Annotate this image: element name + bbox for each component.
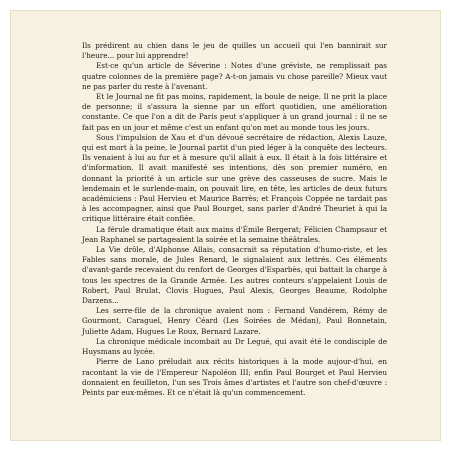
- paragraph-5: La férule dramatique était aux mains d'Émile Bergerat; Félicien Champsaur et Jean Raphanel se partageaient la soirée et la semaine théâtrales.: [82, 224, 387, 244]
- paragraph-6: La Vie drôle, d'Alphonse Allais, consacrait sa réputation d'humo-riste, et les Fables sans morale, de Jules Renard, le signalaient aux lettrés. Ces éléments d'avant-garde recevaient du renfort de Georges d'Esparbès, qui battait la charge à tous les spectres de la Grande Armée. Les autres conteurs s'appelaient Louis de Robert, Paul Brulat, Clovis Hugues, Paul Alexis, Georges Beaume, Rodolphe Darzens...: [82, 245, 387, 306]
- page-top-margin: [0, 0, 452, 10]
- paragraph-4: Sous l'impulsion de Xau et d'un dévoué secrétaire de rédaction, Alexis Lauze, qui est mort à la peine, le Journal partit d'un pied léger à la conquête des lecteurs. Ils venaient à lui au fur et à mesure qu'il allait à eux. Il était à la fois littéraire et d'information. Il avait manifesté ses intentions, dès son premier numéro, en donnant la priorité à un article sur une grève des casseuses de sucre. Mais le lendemain et le surlende-main, on pouvait lire, en tête, les articles de deux futurs académiciens : Paul Hervieu et Maurice Barrès; et François Coppée ne tardait pas à les accompagner, ainsi que Paul Bourget, sans parler d'André Theuriet à qui la critique littéraire était confiée.: [82, 132, 387, 224]
- paragraph-7: Les serre-file de la chronique avaient nom : Fernand Vandérem, Rémy de Gourmont, Caraguel, Henry Céard (Les Soirées de Médan), Paul Bonnetain, Juliette Adam, Hugues Le Roux, Bernard Lazare.: [82, 306, 387, 336]
- paragraph-8: La chronique médicale incombait au Dr Legué, qui avait été le condisciple de Huysmans au lycée.: [82, 336, 387, 357]
- book-page: [10, 10, 441, 441]
- paragraph-2: Est-ce qu'un article de Séverine : Notes d'une gréviste, ne remplissait pas quatre colonnes de la première page? A-t-on jamais vu chose pareille? Mieux vaut ne pas parler du reste à l'avenant.: [82, 61, 387, 91]
- paragraph-1: Ils prédirent au chien dans le jeu de quilles un accueil qui l'en bannirait sur l'heure... pour lui apprendre!: [82, 41, 387, 61]
- paragraph-9: Pierre de Lano préludait aux récits historiques à la mode aujour-d'hui, en racontant la vie de l'Empereur Napoléon III; enfin Paul Bourget et Paul Hervieu donnaient en feuilleton, l'un ses Trois âmes d'artistes et l'autre son chef-d'œuvre : Peints par eux-mêmes. Et ce n'était là qu'un commencement.: [82, 357, 387, 397]
- body-text: [82, 41, 387, 398]
- paragraph-3: Et le Journal ne fit pas moins, rapidement, la boule de neige. Il ne prit la place de personne; il s'assura la sienne par un effort quotidien, une amélioration constante. Ce que l'on a dit de Paris peut s'appliquer à un grand journal : il ne se fait pas en un jour et même c'est un enfant qu'on met au monde tous les jours.: [82, 92, 387, 132]
